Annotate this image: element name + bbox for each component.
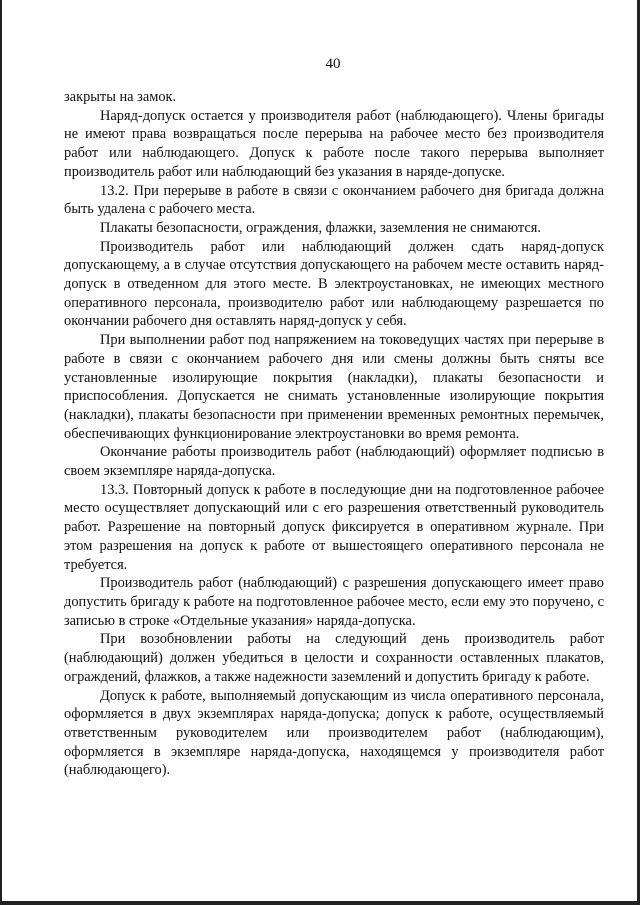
page-number: 40: [325, 56, 341, 72]
paragraph: Допуск к работе, выполняемый допускающим из числа оперативного персонала, оформляется в двух экземплярах наряда-допуска; допуск к работе, осуществляемый ответственным руководителем или производителем работ (наблюдающим), оформляется в экземпляре наряда-допуска, находящемся у производителя работ (наблюдающего).: [64, 687, 604, 779]
paragraph-continuation: закрыты на замок.: [64, 89, 177, 105]
paragraph: Производитель работ или наблюдающий должен сдать наряд-допуск допускающему, а в случае отсутствия допускающего на рабочем месте оставить наряд-допуск в отведенном для этого месте. В электроустановках, не имеющих местного оперативного персонала, производителю работ или наблюдающему разрешается по окончании рабочего дня оставлять наряд-допуск у себя.: [64, 238, 604, 330]
paragraph: При выполнении работ под напряжением на токоведущих частях при перерыве в работе в связи с окончанием рабочего дня или смены должны быть сняты все установленные изолирующие покрытия (накладки), плакаты безопасности и приспособления. Допускается не снимать установленные изолирующие покрытия (накладки), плакаты безопасности при применении временных ремонтных перемычек, обеспечивающих функционирование электроустановки во время ремонта.: [64, 332, 604, 442]
paragraph: Производитель работ (наблюдающий) с разрешения допускающего имеет право допустить бригаду к работе на подготовленное рабочее место, если ему это поручено, с записью в строке «Отдельные указания» наряда-допуска.: [64, 575, 604, 629]
paragraph: Наряд-допуск остается у производителя работ (наблюдающего). Члены бригады не имеют права возвращаться после перерыва на рабочее место без производителя работ или наблюдающего. Допуск к работе после такого перерыва выполняет производитель работ или наблюдающий без указания в наряде-допуске.: [64, 107, 604, 180]
paragraph: Окончание работы производитель работ (наблюдающий) оформляет подписью в своем экземпляре наряда-допуска.: [64, 444, 604, 480]
paragraph-13-2: 13.2. При перерыве в работе в связи с окончанием рабочего дня бригада должна быть удалена с рабочего места.: [64, 182, 604, 218]
paragraph: Плакаты безопасности, ограждения, флажки, заземления не снимаются.: [100, 219, 541, 236]
paragraph: При возобновлении работы на следующий день производитель работ (наблюдающий) должен убедиться в целости и сохранности оставленных плакатов, ограждений, флажков, а также надежности заземлений и допустить бригаду к работе.: [64, 631, 604, 685]
document-body: [64, 88, 604, 780]
paragraph-13-3: 13.3. Повторный допуск к работе в последующие дни на подготовленное рабочее место осуществляет допускающий или с его разрешения ответственный руководитель работ. Разрешение на повторный допуск фиксируется в оперативном журнале. При этом разрешения на допуск к работе от вышестоящего оперативного персонала не требуется.: [64, 481, 604, 573]
